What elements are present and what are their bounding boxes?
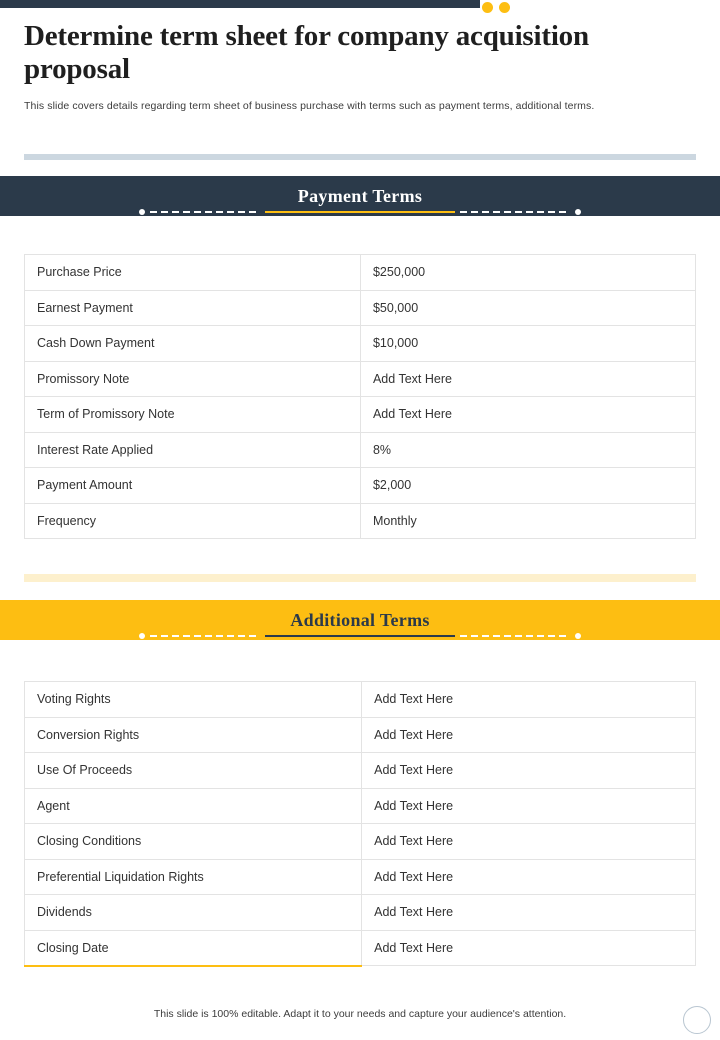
- section-banner-decoration: [0, 630, 720, 642]
- table-row: [25, 717, 696, 753]
- additional-terms-table-body: [25, 682, 696, 966]
- additional-terms-table: [24, 681, 696, 967]
- dashed-line-right: [460, 211, 570, 213]
- dot-icon: [575, 633, 581, 639]
- table-row: [25, 468, 696, 504]
- row-value[interactable]: Add Text Here: [362, 930, 696, 966]
- table-row: [25, 361, 696, 397]
- row-label: Voting Rights: [25, 682, 362, 718]
- row-value[interactable]: Add Text Here: [362, 824, 696, 860]
- table-row: [25, 397, 696, 433]
- slide-header: [24, 20, 696, 112]
- row-value[interactable]: $10,000: [360, 326, 695, 362]
- row-value[interactable]: Add Text Here: [360, 361, 695, 397]
- dot-icon: [482, 2, 493, 13]
- dot-icon: [139, 633, 145, 639]
- payment-terms-table: [24, 254, 696, 539]
- underline-bar: [265, 211, 455, 213]
- row-value[interactable]: Add Text Here: [360, 397, 695, 433]
- row-value[interactable]: Add Text Here: [362, 788, 696, 824]
- row-value[interactable]: Add Text Here: [362, 859, 696, 895]
- table-row: [25, 290, 696, 326]
- header-divider: [24, 154, 696, 160]
- row-label: Conversion Rights: [25, 717, 362, 753]
- table-row: [25, 255, 696, 291]
- table-row: [25, 895, 696, 931]
- page-title: Determine term sheet for company acquisition proposal: [24, 20, 589, 85]
- table-row: [25, 859, 696, 895]
- row-value[interactable]: Monthly: [360, 503, 695, 539]
- dashed-line-left: [150, 211, 260, 213]
- section-divider-strip: [24, 574, 696, 582]
- row-label: Preferential Liquidation Rights: [25, 859, 362, 895]
- circle-decoration-icon: [683, 1006, 711, 1034]
- table-row: [25, 682, 696, 718]
- row-label: Dividends: [25, 895, 362, 931]
- payment-terms-table-body: [25, 255, 696, 539]
- row-value[interactable]: $50,000: [360, 290, 695, 326]
- footer-note: This slide is 100% editable. Adapt it to your needs and capture your audience's attention.: [153, 1008, 567, 1020]
- row-label: Interest Rate Applied: [25, 432, 361, 468]
- row-label: Closing Date: [25, 930, 362, 966]
- dashed-line-right: [460, 635, 570, 637]
- top-dots-decoration: [482, 0, 510, 14]
- row-label: Purchase Price: [25, 255, 361, 291]
- table-row: [25, 503, 696, 539]
- section-banner-decoration: [0, 206, 720, 218]
- row-value[interactable]: $250,000: [360, 255, 695, 291]
- section-title: Payment Terms: [297, 185, 423, 206]
- top-accent-bar: [0, 0, 480, 8]
- row-label: Closing Conditions: [25, 824, 362, 860]
- row-label: Frequency: [25, 503, 361, 539]
- table-row: [25, 788, 696, 824]
- row-value[interactable]: $2,000: [360, 468, 695, 504]
- section-title: Additional Terms: [290, 609, 430, 630]
- row-label: Earnest Payment: [25, 290, 361, 326]
- row-value[interactable]: 8%: [360, 432, 695, 468]
- row-label: Cash Down Payment: [25, 326, 361, 362]
- table-row: [25, 432, 696, 468]
- dashed-line-left: [150, 635, 260, 637]
- row-label: Payment Amount: [25, 468, 361, 504]
- row-value[interactable]: Add Text Here: [362, 717, 696, 753]
- table-row: [25, 930, 696, 966]
- row-value[interactable]: Add Text Here: [362, 895, 696, 931]
- row-label: Promissory Note: [25, 361, 361, 397]
- row-label: Agent: [25, 788, 362, 824]
- dot-icon: [139, 209, 145, 215]
- table-row: [25, 824, 696, 860]
- row-value[interactable]: Add Text Here: [362, 753, 696, 789]
- table-row: [25, 326, 696, 362]
- row-label: Use Of Proceeds: [25, 753, 362, 789]
- underline-bar: [265, 635, 455, 637]
- dot-icon: [499, 2, 510, 13]
- dot-icon: [575, 209, 581, 215]
- row-label: Term of Promissory Note: [25, 397, 361, 433]
- table-row: [25, 753, 696, 789]
- page-subtitle: This slide covers details regarding term sheet of business purchase with terms such as payment terms, additional terms.: [24, 100, 595, 112]
- row-value[interactable]: Add Text Here: [362, 682, 696, 718]
